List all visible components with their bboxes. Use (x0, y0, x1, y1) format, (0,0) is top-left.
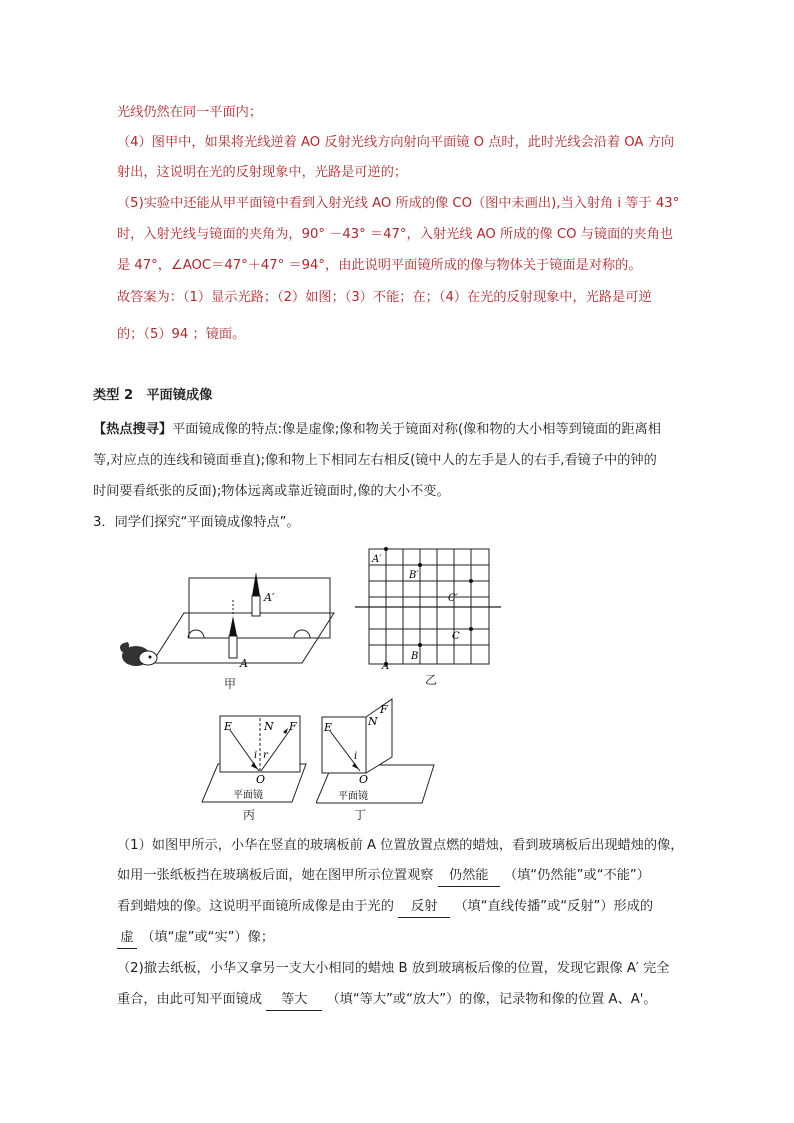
q1-line-3-prefix: 看到蜡烛的像。这说明平面镜所成像是由于光的 (117, 899, 394, 914)
answer-blank-2: 反射 (398, 897, 450, 918)
q1-line-2-prefix: 如用一张纸板挡在玻璃板后面，她在图甲所示位置观察 (117, 868, 434, 883)
answer-line-2: （4）图甲中，如果将光线逆着 AO 反射光线方向射向平面镜 O 点时，此时光线会沿着 OA 方向 (117, 135, 675, 150)
answer-blank-4: 等大 (266, 990, 322, 1011)
ding-mirror-label: 平面镜 (338, 791, 368, 802)
hot-label: 【热点搜寻】 (93, 422, 173, 437)
bing-label-n: N (264, 720, 274, 733)
ding-label-f: F (380, 703, 388, 716)
q1-line-4 (117, 928, 274, 949)
answer-blank-1: 仍然能 (438, 866, 500, 887)
q1-line-3-suffix: （填“直线传播”或“反射”）形成的 (454, 899, 654, 914)
q1-line-2-suffix: （填“仍然能”或“不能”） (503, 868, 650, 883)
label-a-prime: A′ (264, 591, 275, 604)
bing-label-o: O (256, 773, 266, 786)
label-a: A (240, 657, 248, 670)
answer-blank-3: 虚 (117, 928, 137, 949)
hot-line-2: 等,对应点的连线和镜面垂直);像和物上下相同左右相反(镜中人的左手是人的右手,看镜子中的钟的 (93, 453, 657, 468)
ding-label-e: E (324, 721, 333, 734)
bing-label-f: F (289, 720, 297, 733)
answer-line-3: 射出，这说明在光的反射现象中，光路是可逆的； (117, 165, 408, 180)
q2-line-2 (117, 990, 657, 1011)
figure-bing (200, 712, 312, 824)
yi-label-a: A (382, 661, 390, 670)
bing-label-i: i (254, 750, 258, 761)
question-stem: 3．同学们探究“平面镜成像特点”。 (93, 515, 300, 530)
yi-label-a-prime: A′ (372, 554, 382, 565)
ding-label-o: O (359, 773, 369, 786)
yi-label-b: B (411, 651, 419, 662)
q1-line-4-suffix: （填“虚”或“实”）像； (141, 930, 275, 945)
figure-yi-grid (355, 545, 503, 670)
bing-label-r: r (263, 750, 268, 761)
figure-ding (316, 695, 438, 825)
q1-line-1: （1）如图甲所示，小华在竖直的玻璃板前 A 位置放置点燃的蜡烛，看到玻璃板后出现蜡烛的像， (117, 838, 684, 853)
figure-jia-caption: 甲 (224, 677, 237, 691)
figure-yi-caption: 乙 (425, 673, 438, 687)
bing-label-e: E (224, 720, 233, 733)
q1-line-3 (117, 897, 653, 918)
section-heading: 类型 2 平面镜成像 (93, 388, 213, 403)
hot-line-1 (93, 420, 661, 440)
figure-jia (112, 560, 342, 690)
answer-line-7: 故答案为：（1）显示光路；（2）如图；（3）不能；在；（4）在光的反射现象中，光路是可逆 (117, 290, 652, 305)
yi-label-c: C (452, 631, 460, 642)
bing-mirror-label: 平面镜 (233, 790, 263, 801)
figure-yi (355, 545, 503, 690)
ding-label-n: N (368, 715, 378, 728)
yi-label-b-prime: B′ (409, 570, 419, 581)
q2-line-2-prefix: 重合，由此可知平面镜成 (117, 992, 263, 1007)
hot-line-3: 时间要看纸张的反面);物体远离或靠近镜面时,像的大小不变。 (93, 484, 450, 499)
answer-line-1: 光线仍然在同一平面内； (117, 105, 263, 120)
figure-bing-caption: 丙 (243, 808, 256, 822)
answer-line-6: 是 47°，∠AOC＝47°＋47° ＝94°，由此说明平面镜所成的像与物体关于镜面是对称的。 (117, 258, 642, 273)
figure-bing-drawing (200, 712, 312, 804)
answer-line-4: （5)实验中还能从甲平面镜中看到入射光线 AO 所成的像 CO（图中未画出),当入射角 i 等于 43° (117, 196, 680, 211)
figure-jia-drawing (112, 560, 342, 690)
ding-label-i: i (354, 751, 358, 762)
q2-line-2-suffix: （填“等大”或“放大”）的像，记录物和像的位置 A、A'。 (326, 992, 657, 1007)
answer-line-5: 时，入射光线与镜面的夹角为，90° －43° ＝47°，入射光线 AO 所成的像 CO 与镜面的夹角也 (117, 227, 674, 242)
q2-line-1: （2)撤去纸板，小华又拿另一支大小相同的蜡烛 B 放到玻璃板后像的位置，发现它跟像 A′ 完全 (117, 961, 670, 976)
yi-label-c-prime: C′ (448, 593, 458, 604)
hot-text-1: 平面镜成像的特点:像是虚像;像和物关于镜面对称(像和物的大小相等到镜面的距离相 (172, 422, 661, 437)
figure-ding-caption: 丁 (354, 808, 367, 822)
figure-ding-drawing (316, 695, 438, 805)
q1-line-2 (117, 866, 650, 887)
answer-line-8: 的；（5）94 ；镜面。 (117, 327, 246, 342)
